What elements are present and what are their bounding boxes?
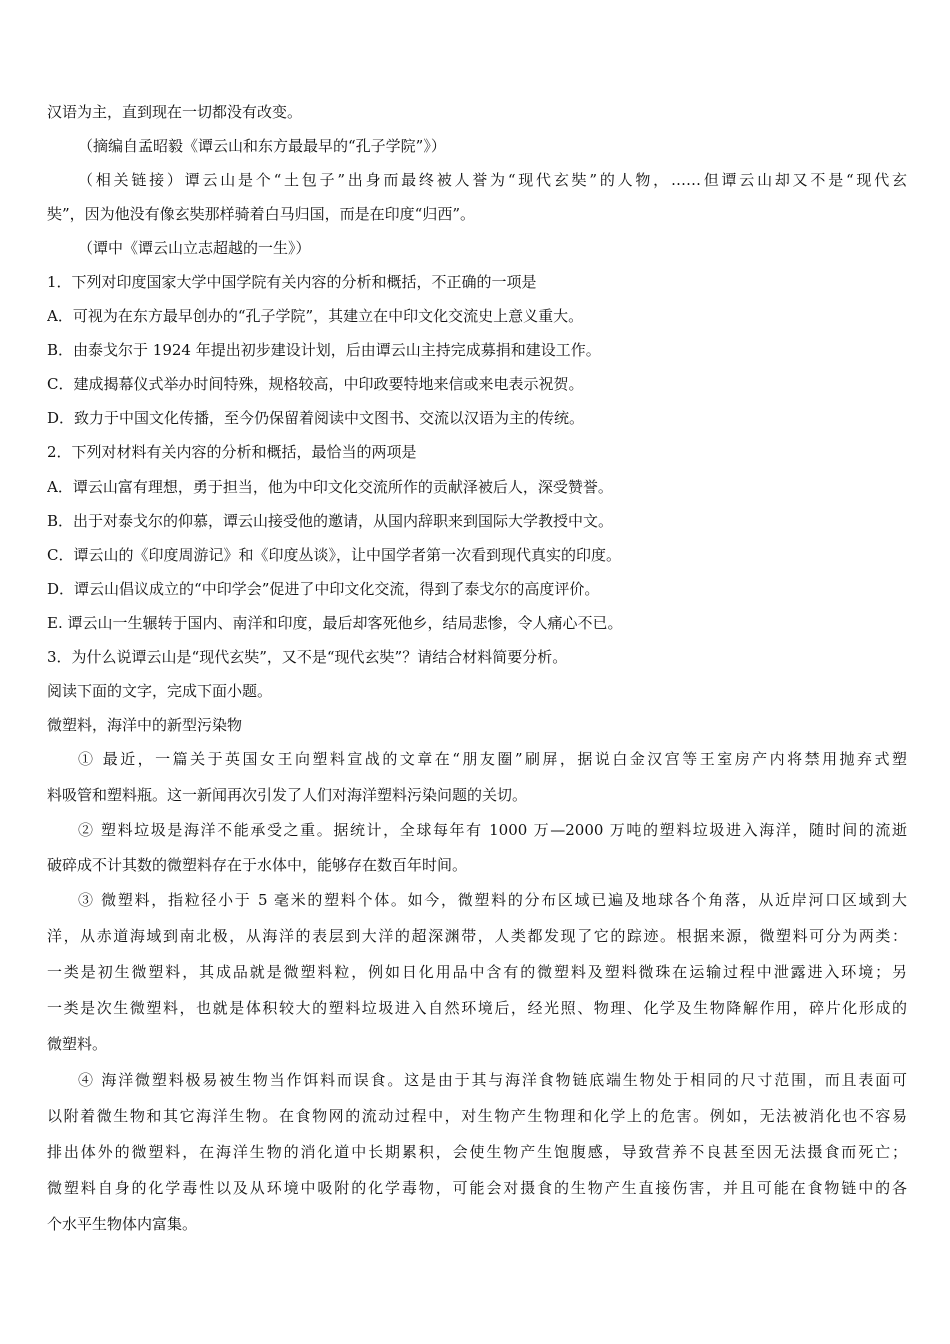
question1-stem: 1．下列对印度国家大学中国学院有关内容的分析和概括，不正确的一项是 <box>47 273 537 291</box>
question1-option-a: A．可视为在东方最早创办的“孔子学院”，其建立在中印文化交流史上意义重大。 <box>47 307 584 325</box>
paragraph4-line1: ④ 海洋微塑料极易被生物当作饵料而误食。这是由于其与海洋食物链底端生物处于相同的尺寸范围，而且表面可 <box>78 1071 907 1089</box>
question3-stem: 3．为什么说谭云山是“现代玄奘”，又不是“现代玄奘”？请结合材料简要分析。 <box>47 648 568 666</box>
paragraph4-line4: 微塑料自身的化学毒性以及从环境中吸附的化学毒物，可能会对摄食的生物产生直接伤害，并且可能在食物链中的各 <box>47 1179 907 1197</box>
related-link-line1: （相关链接）谭云山是个“土包子”出身而最终被人誉为“现代玄奘”的人物，……但谭云山却又不是“现代玄 <box>78 171 907 189</box>
question1-option-d: D．致力于中国文化传播，至今仍保留着阅读中文图书、交流以汉语为主的传统。 <box>47 409 585 427</box>
question2-stem: 2．下列对材料有关内容的分析和概括，最恰当的两项是 <box>47 443 417 461</box>
paragraph2-line1: ② 塑料垃圾是海洋不能承受之重。据统计，全球每年有 1000 万—2000 万吨的塑料垃圾进入海洋，随时间的流逝 <box>78 821 907 839</box>
paragraph3-line5: 微塑料。 <box>47 1035 108 1053</box>
article-title: 微塑料，海洋中的新型污染物 <box>47 716 243 734</box>
paragraph1-line1: ① 最近，一篇关于英国女王向塑料宣战的文章在“朋友圈”刷屏，据说白金汉宫等王室房产内将禁用抛弃式塑 <box>78 750 907 768</box>
question2-option-c: C．谭云山的《印度周游记》和《印度丛谈》，让中国学者第一次看到现代真实的印度。 <box>47 546 621 564</box>
question2-option-b: B．出于对泰戈尔的仰慕，谭云山接受他的邀请，从国内辞职来到国际大学教授中文。 <box>47 512 614 530</box>
question1-option-c: C．建成揭幕仪式举办时间特殊，规格较高，中印政要特地来信或来电表示祝贺。 <box>47 375 584 393</box>
paragraph3-line3: 一类是初生微塑料，其成品就是微塑料粒，例如日化用品中含有的微塑料及塑料微珠在运输过程中泄露进入环境；另 <box>47 963 907 981</box>
paragraph3-line4: 一类是次生微塑料，也就是体积较大的塑料垃圾进入自然环境后，经光照、物理、化学及生物降解作用，碎片化形成的 <box>47 999 907 1017</box>
related-link-line2: 奘”，因为他没有像玄奘那样骑着白马归国，而是在印度“归西”。 <box>47 205 476 223</box>
passage1-last-line: 汉语为主，直到现在一切都没有改变。 <box>47 103 303 121</box>
paragraph1-line2: 料吸管和塑料瓶。这一新闻再次引发了人们对海洋塑料污染问题的关切。 <box>47 786 528 804</box>
paragraph3-line2: 洋，从赤道海域到南北极，从海洋的表层到大洋的超深渊带，人类都发现了它的踪迹。根据来源，微塑料可分为两类： <box>47 927 907 945</box>
question2-option-d: D．谭云山倡议成立的“中印学会”促进了中印文化交流，得到了泰戈尔的高度评价。 <box>47 580 600 598</box>
paragraph4-line3: 排出体外的微塑料，在海洋生物的消化道中长期累积，会使生物产生饱腹感，导致营养不良甚至因无法摄食而死亡； <box>47 1143 907 1161</box>
related-link-source: （谭中《谭云山立志超越的一生》） <box>78 239 311 257</box>
question2-option-a: A．谭云山富有理想，勇于担当，他为中印文化交流所作的贡献泽被后人，深受赞誉。 <box>47 478 613 496</box>
question2-option-e: E. 谭云山一生辗转于国内、南洋和印度，最后却客死他乡，结局悲惨，令人痛心不已。 <box>47 614 623 632</box>
paragraph4-line5: 个水平生物体内富集。 <box>47 1215 198 1233</box>
paragraph3-line1: ③ 微塑料，指粒径小于 5 毫米的塑料个体。如今，微塑料的分布区域已遍及地球各个角落，从近岸河口区域到大 <box>78 891 907 909</box>
question1-option-b: B．由泰戈尔于 1924 年提出初步建设计划，后由谭云山主持完成募捐和建设工作。 <box>47 341 601 359</box>
reading-instruction: 阅读下面的文字，完成下面小题。 <box>47 682 273 700</box>
paragraph4-line2: 以附着微生物和其它海洋生物。在食物网的流动过程中，对生物产生物理和化学上的危害。例如，无法被消化也不容易 <box>47 1107 907 1125</box>
passage1-source: （摘编自孟昭毅《谭云山和东方最最早的“孔子学院”》） <box>78 137 446 155</box>
paragraph2-line2: 破碎成不计其数的微塑料存在于水体中，能够存在数百年时间。 <box>47 856 468 874</box>
